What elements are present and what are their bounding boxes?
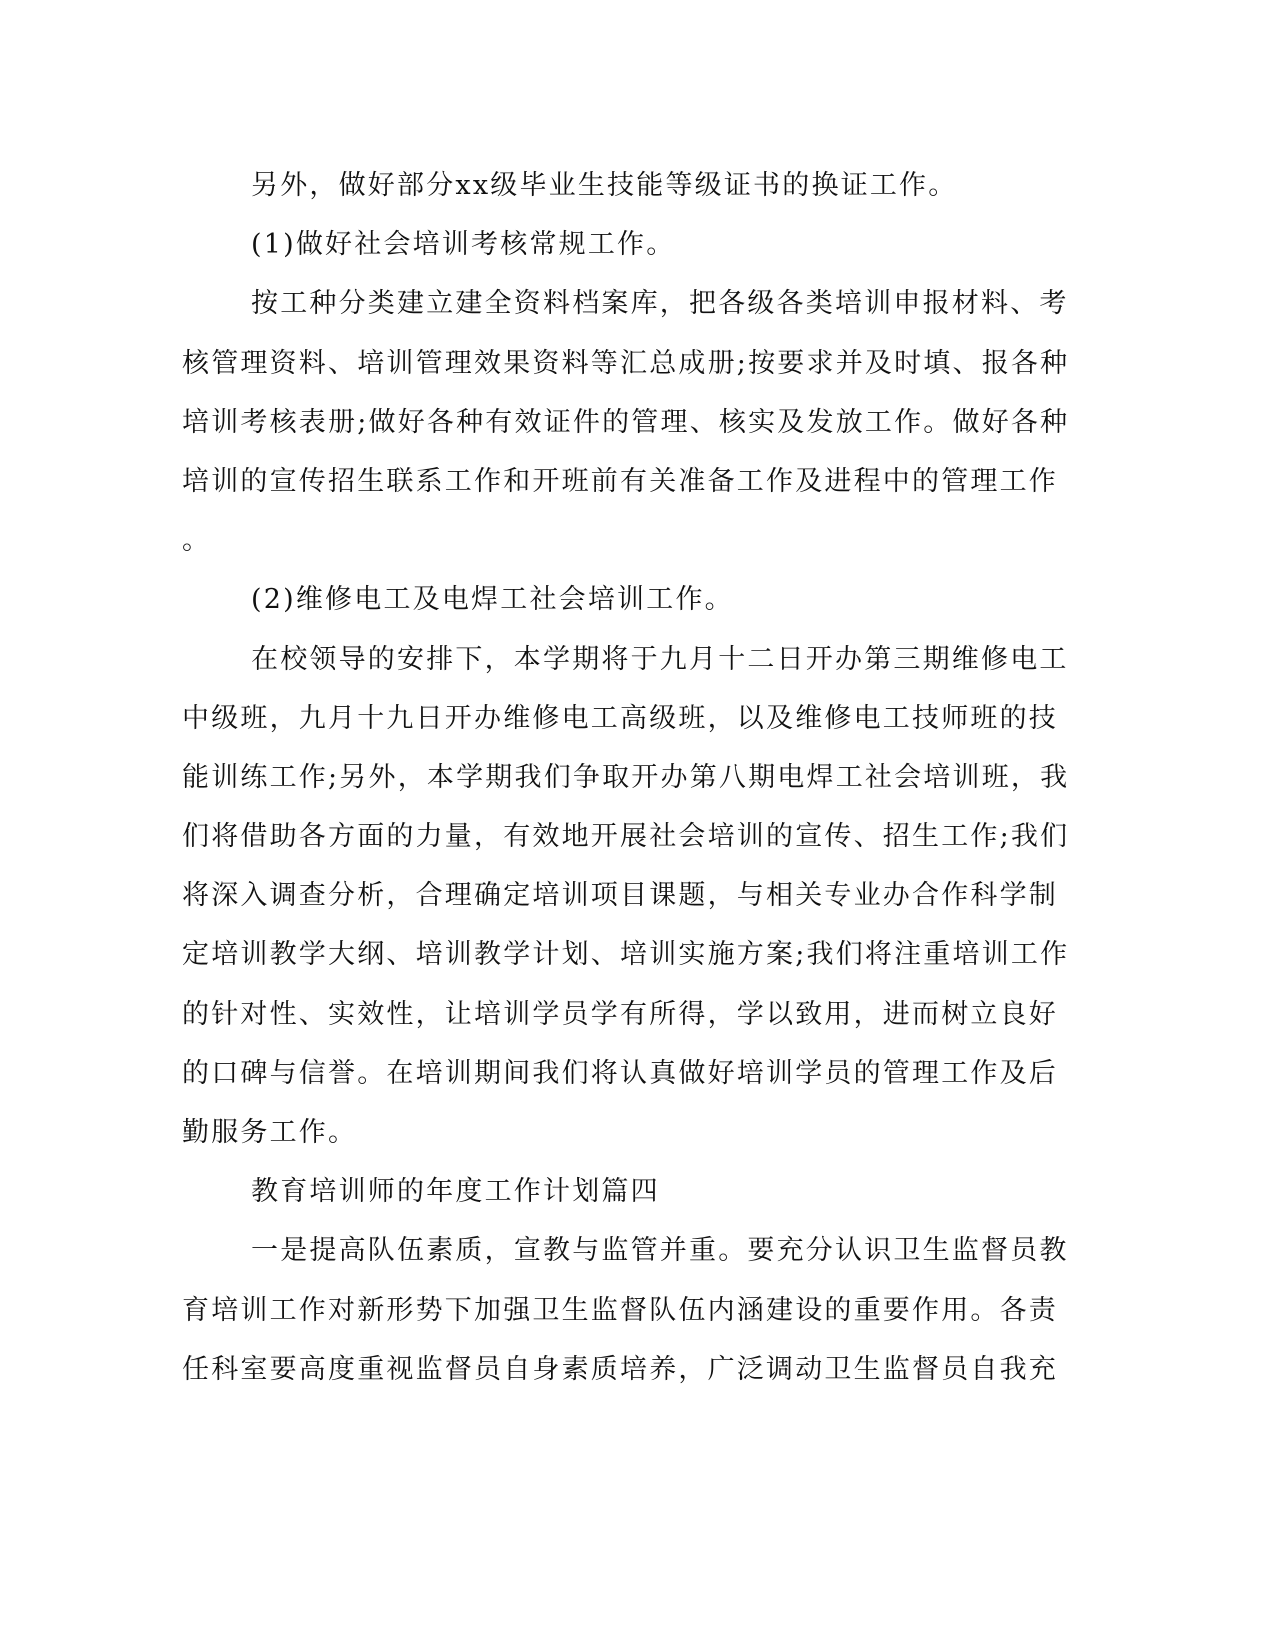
paragraph-line: 的口碑与信誉。在培训期间我们将认真做好培训学员的管理工作及后 — [182, 1057, 1058, 1089]
paragraph-line: 中级班，九月十九日开办维修电工高级班，以及维修电工技师班的技 — [182, 702, 1058, 734]
paragraph-line: 按工种分类建立建全资料档案库，把各级各类培训申报材料、考 — [251, 288, 1069, 320]
paragraph-line: 培训的宣传招生联系工作和开班前有关准备工作及进程中的管理工作 — [182, 465, 1058, 497]
paragraph-line: 。 — [182, 525, 212, 557]
paragraph-line: 一是提高队伍素质，宣教与监管并重。要充分认识卫生监督员教 — [251, 1235, 1069, 1267]
list-heading-line: (2)维修电工及电焊工社会培训工作。 — [251, 584, 734, 616]
paragraph-line: 将深入调查分析，合理确定培训项目课题，与相关专业办合作科学制 — [182, 880, 1058, 912]
paragraph-line: 育培训工作对新形势下加强卫生监督队伍内涵建设的重要作用。各责 — [182, 1294, 1058, 1326]
document-body — [182, 156, 1070, 1399]
paragraph-line: 核管理资料、培训管理效果资料等汇总成册;按要求并及时填、报各种 — [182, 347, 1070, 379]
paragraph-line: 定培训教学大纲、培训教学计划、培训实施方案;我们将注重培训工作 — [182, 939, 1070, 971]
paragraph-line: 培训考核表册;做好各种有效证件的管理、核实及发放工作。做好各种 — [182, 406, 1070, 438]
paragraph-line: 们将借助各方面的力量，有效地开展社会培训的宣传、招生工作;我们 — [182, 821, 1070, 853]
paragraph-line: 能训练工作;另外，本学期我们争取开办第八期电焊工社会培训班，我 — [182, 761, 1070, 793]
paragraph-line: 的针对性、实效性，让培训学员学有所得，学以致用，进而树立良好 — [182, 998, 1058, 1030]
paragraph-line: 另外，做好部分xx级毕业生技能等级证书的换证工作。 — [251, 170, 958, 201]
section-heading: 教育培训师的年度工作计划篇四 — [251, 1176, 660, 1208]
list-heading-line: (1)做好社会培训考核常规工作。 — [251, 229, 676, 261]
paragraph-line: 勤服务工作。 — [182, 1117, 358, 1148]
paragraph-line: 任科室要高度重视监督员自身素质培养，广泛调动卫生监督员自我充 — [182, 1353, 1058, 1385]
paragraph-line: 在校领导的安排下，本学期将于九月十二日开办第三期维修电工 — [251, 643, 1069, 675]
